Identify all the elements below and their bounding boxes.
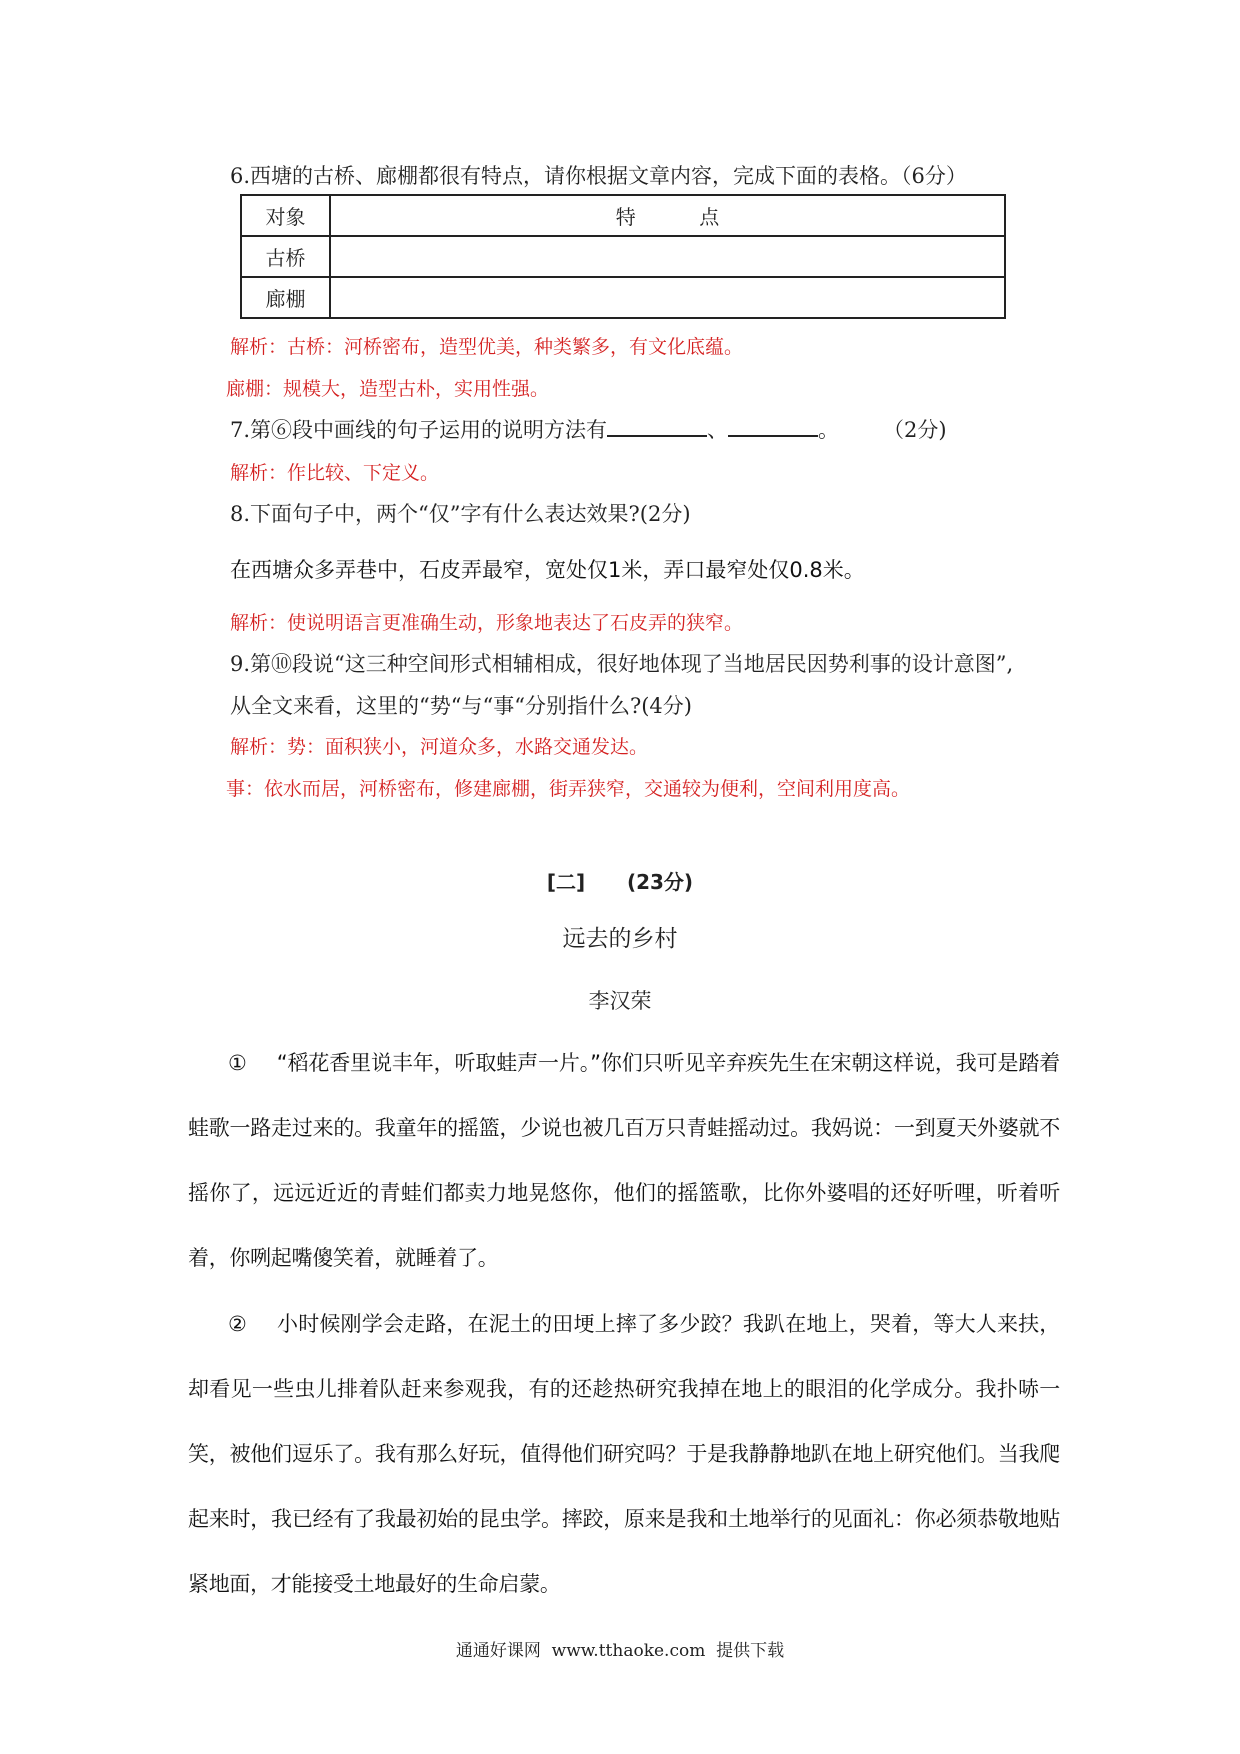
question-8: 8.下面句子中，两个“仅”字有什么表达效果?(2分) <box>230 502 691 526</box>
article-title: 远去的乡村 <box>562 926 678 952</box>
feature-table <box>240 194 1006 319</box>
question-6: 6.西塘的古桥、廊棚都很有特点，请你根据文章内容，完成下面的表格。（6分） <box>230 164 967 188</box>
paragraph-text: “稻花香里说丰年，听取蛙声一片。”你们只听见辛弃疾先生在宋朝这样说，我可是踏着蛙歌一路走过来的。我童年的摇篮，少说也被几百万只青蛙摇动过。我妈说：一到夏天外婆就不摇你了，远远近近的青蛙们都卖力地晃悠你，他们的摇篮歌，比你外婆唱的还好听哩，听着听着，你咧起嘴傻笑着，就睡着了。 <box>188 1051 1061 1270</box>
question-9-line2: 从全文来看，这里的“势“与“事“分别指什么?(4分) <box>230 694 692 718</box>
table-header-object: 对象 <box>241 195 330 236</box>
table-row-value[interactable] <box>330 236 1005 277</box>
answer-6a: 解析：古桥：河桥密布，造型优美，种类繁多，有文化底蕴。 <box>230 336 744 358</box>
answer-6b: 廊棚：规模大，造型古朴，实用性强。 <box>226 378 550 400</box>
section-heading: [二] (23分) <box>546 870 694 894</box>
question-7-score: （2分) <box>883 418 947 442</box>
answer-blank-1[interactable] <box>607 415 707 437</box>
table-header-row <box>241 195 1005 236</box>
paragraph-number: ① <box>228 1051 247 1075</box>
question-7 <box>230 414 947 444</box>
table-row <box>241 236 1005 277</box>
table-row-label: 古桥 <box>241 236 330 277</box>
table-row-value[interactable] <box>330 277 1005 318</box>
question-9-line1: 9.第⑩段说“这三种空间形式相辅相成，很好地体现了当地居民因势利事的设计意图”, <box>230 652 1014 676</box>
table-row <box>241 277 1005 318</box>
paragraph-2 <box>188 1292 1060 1617</box>
question-7-prefix: 7.第⑥段中画线的句子运用的说明方法有 <box>230 418 608 442</box>
answer-8: 解析：使说明语言更准确生动，形象地表达了石皮弄的狭窄。 <box>230 612 744 634</box>
answer-9b: 事：依水而居，河桥密布，修建廊棚，街弄狭窄，交通较为便利，空间利用度高。 <box>226 778 911 800</box>
paragraph-text: 小时候刚学会走路，在泥土的田埂上摔了多少跤？我趴在地上，哭着，等大人来扶，却看见一些虫儿排着队赶来参观我，有的还趁热研究我掉在地上的眼泪的化学成分。我扑哧一笑，被他们逗乐了。我有那么好玩，值得他们研究吗？于是我静静地趴在地上研究他们。当我爬起来时，我已经有了我最初始的昆虫学。摔跤，原来是我和土地举行的见面礼：你必须恭敬地贴紧地面，才能接受土地最好的生命启蒙。 <box>188 1312 1061 1596</box>
page-footer: 通通好课网 www.tthaoke.com 提供下载 <box>455 1641 785 1661</box>
question-8-quote: 在西塘众多弄巷中，石皮弄最窄，宽处仅1米，弄口最窄处仅0.8米。 <box>230 558 865 582</box>
answer-blank-2[interactable] <box>728 415 818 437</box>
table-header-feature: 特 点 <box>330 195 1005 236</box>
answer-9a: 解析：势：面积狭小，河道众多，水路交通发达。 <box>230 736 649 758</box>
article-author: 李汉荣 <box>588 989 652 1013</box>
table-row-label: 廊棚 <box>241 277 330 318</box>
answer-7: 解析：作比较、下定义。 <box>230 462 440 484</box>
question-7-end: 。 <box>818 418 840 442</box>
paragraph-number: ② <box>228 1312 248 1336</box>
question-7-sep: 、 <box>707 418 729 442</box>
paragraph-1 <box>188 1031 1060 1291</box>
